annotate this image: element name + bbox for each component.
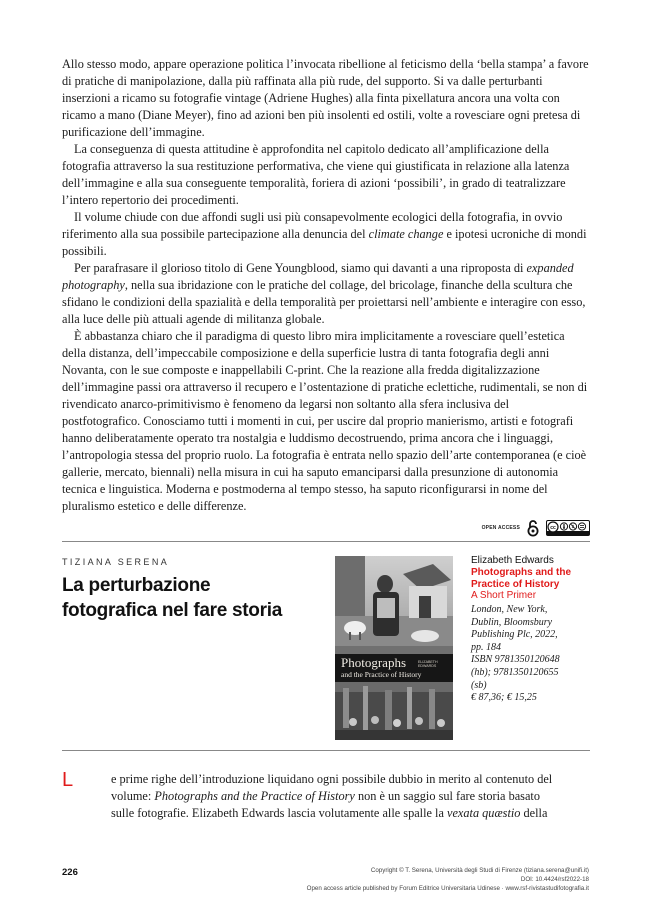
page-number: 226: [62, 867, 78, 878]
italic-term: climate change: [368, 227, 444, 241]
book-detail-line: Publishing Plc, 2022,: [471, 629, 558, 641]
cover-crowd-photo: [335, 682, 453, 740]
publisher-line: Open access article published by Forum Editrice Universitaria Udinese · www.rsf-rivistastudifotografia.it: [306, 885, 589, 892]
svg-text:cc: cc: [550, 525, 556, 531]
book-title: Photographs and the Practice of History: [471, 567, 571, 590]
book-cover: [335, 556, 453, 740]
italic-term: expanded photography: [62, 261, 574, 292]
book-detail-line: ISBN 9781350120648: [471, 654, 560, 666]
review-intro: [111, 771, 593, 822]
book-detail-line: € 87,36; € 15,25: [471, 692, 537, 704]
doi-line: DOI: 10.4424/rsf2022-18: [520, 876, 589, 883]
cover-subtitle: and the Practice of History: [341, 670, 422, 679]
copyright-line: Copyright © T. Serena, Università degli Studi di Firenze (tiziana.serena@unifi.it): [370, 867, 589, 874]
book-metadata: [471, 555, 596, 705]
article-body: [62, 56, 590, 515]
cover-photo: [335, 556, 453, 654]
review-title: La perturbazione fotografica nel fare storia: [62, 575, 282, 621]
book-detail-line: Dublin, Bloomsbury: [471, 616, 553, 628]
book-detail-line: pp. 184: [471, 641, 501, 653]
book-detail-line: (sb): [471, 679, 487, 691]
page-footer: [307, 866, 589, 893]
body-paragraph: È abbastanza chiaro che il paradigma di questo libro mira implicitamente a rovesciare quell’estetica della distanza, dell’impeccabile composizione e della superficie lustra di tanta fotografia degli anni Novanta, con le sue composte e inappellabili C-print. Che la reazione alla fredda digitalizzazione dell’immagine passi ora attraverso il recupero e l’ostentazione di pratiche eclettiche, rudimentali, se non di rivendicato anarco-primitivismo è fenomeno da legarsi non soltanto alla sfera inclusiva del postfotografico. Conosciamo tutti i momenti in cui, per uscire dal proprio manierismo, artisti e fotografi hanno deliberatamente operato tra nostalgia e luddismo decostruendo, prima ancora che i linguaggi, l’antropologia stessa del proprio ruolo. La fotografia è entrata nello spazio dell’arte contemporanea (e cioè gallerie, mercato, biennali) nella misura in cui ha saputo emanciparsi dalla presunzione di autonomia tecnica e linguistica. Moderna e postmoderna al tempo stesso, ha saputo riconfigurarsi in nome del pluralismo estetico e delle differenze.: [62, 329, 588, 513]
section-divider: [62, 541, 590, 542]
drop-cap: L: [62, 769, 74, 791]
intro-line: e prime righe dell’introduzione liquidano ogni possibile dubbio in merito al contenuto del: [111, 772, 553, 786]
open-access-label: OPEN ACCESS: [481, 525, 520, 531]
section-divider: [62, 750, 590, 751]
body-paragraph: La conseguenza di questa attitudine è approfondita nel capitolo dedicato all’amplificazione della fotografia attraverso la sua restituzione performativa, che viene qui giustificata in relazione alla latenza dell’immagine e alla sua conseguente temporalità, foriera di azioni ‘possibili’, in grado di teatralizzare l’intero repertorio dei procedimenti.: [62, 142, 570, 207]
book-subtitle: A Short Primer: [471, 590, 537, 601]
book-author: Elizabeth Edwards: [471, 555, 554, 566]
review-author: TIZIANA SERENA: [62, 557, 170, 567]
book-details: [471, 604, 596, 705]
book-detail-line: (hb); 9781350120655: [471, 666, 559, 678]
cover-title: Photographs: [341, 655, 406, 670]
cc-by-nc-nd-icon: [546, 520, 590, 536]
open-access-lock-icon: [526, 519, 540, 537]
book-detail-line: London, New York,: [471, 604, 548, 615]
intro-line: sulle fotografie. Elizabeth Edwards lascia volutamente alle spalle la vexata quæstio della: [111, 806, 548, 820]
intro-line: volume: Photographs and the Practice of History non è un saggio sul fare storia basato: [111, 789, 540, 803]
body-paragraph: Allo stesso modo, appare operazione politica l’invocata ribellione al feticismo della ‘bella stampa’ a favore di pratiche di manipolazione, dalla più raffinata alla più rude, del supporto. Si va dalle perturbanti inserzioni a ricamo su fotografie vintage (Adriene Hughes) alla finta pixellatura ancora una volta con ricamo a mano (Diane Meyer), fino ad azioni ben più insolenti ed ostili, volte a rovesciare ogni pretesa di purificazione dell’immagine.: [62, 57, 589, 139]
body-paragraph: Il volume chiude con due affondi sugli usi più consapevolmente ecologici della fotografia, in ovvio riferimento alla sua possibile partecipazione alla denuncia del climate change e ipotesi ucroniche di mondi possibili.: [62, 210, 587, 258]
open-access-badge[interactable]: [470, 518, 590, 538]
body-paragraph: Per parafrasare il glorioso titolo di Gene Youngblood, siamo qui davanti a una riproposta di expanded photography, nella sua ibridazione con le pratiche del collage, del bricolage, finanche della scultura che sfidano le condizioni della spazialità e della temporalità per proiettarsi nell’ambiente e interagire con esso, alla luce delle più attuali agende di militanza globale.: [62, 261, 586, 326]
cover-author: ELIZABETH EDWARDS: [418, 660, 438, 669]
